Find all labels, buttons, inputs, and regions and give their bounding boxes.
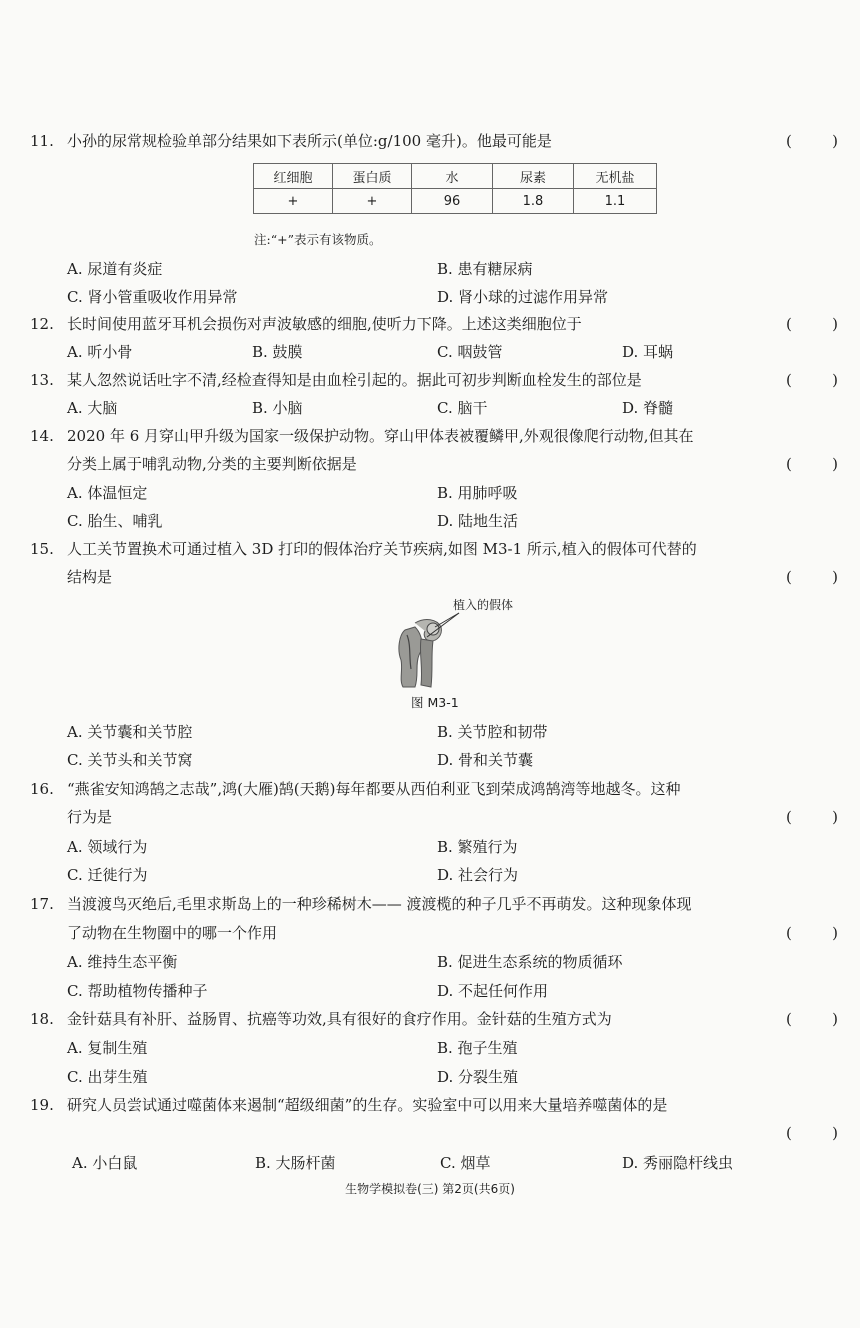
option-a: A. 关节囊和关节腔 [67, 723, 193, 741]
table-header-cell: 水 [412, 164, 493, 189]
question-stem: 小孙的尿常规检验单部分结果如下表所示(单位:g/100 毫升)。他最可能是 [67, 132, 552, 150]
question-stem: “燕雀安知鸿鹄之志哉”,鸿(大雁)鹄(天鹅)每年都要从西伯利亚飞到荣成鸿鹄湾等地越冬。这种 [67, 780, 681, 798]
answer-bracket: ( ) [786, 371, 838, 389]
question-stem: 当渡渡鸟灭绝后,毛里求斯岛上的一种珍稀树木—— 渡渡榄的种子几乎不再萌发。这种现象体现 [67, 895, 692, 913]
question-stem: 2020 年 6 月穿山甲升级为国家一级保护动物。穿山甲体表被覆鳞甲,外观很像爬行动物,但其在 [67, 427, 694, 445]
table-note: 注:“+”表示有该物质。 [254, 232, 382, 247]
option-c: C. 脑干 [437, 399, 488, 417]
answer-bracket: ( ) [786, 808, 838, 826]
table-cell: + [254, 189, 333, 214]
figure-caption: 图 M3-1 [411, 695, 459, 710]
option-d: D. 脊髓 [622, 399, 674, 417]
option-b: B. 繁殖行为 [437, 838, 518, 856]
option-d: D. 社会行为 [437, 866, 519, 884]
question-number: 15. [30, 540, 54, 558]
urine-test-table [253, 163, 657, 214]
option-c: C. 肾小管重吸收作用异常 [67, 288, 238, 306]
table-cell: 1.1 [574, 189, 657, 214]
option-a: A. 复制生殖 [67, 1039, 148, 1057]
joint-prosthesis-figure [385, 595, 545, 695]
option-a: A. 维持生态平衡 [67, 953, 178, 971]
option-d: D. 秀丽隐杆线虫 [622, 1154, 734, 1172]
option-d: D. 耳蜗 [622, 343, 674, 361]
question-stem-continued: 结构是 [67, 568, 113, 586]
option-c: C. 关节头和关节窝 [67, 751, 193, 769]
option-c: C. 烟草 [440, 1154, 491, 1172]
question-number: 12. [30, 315, 54, 333]
question-stem: 长时间使用蓝牙耳机会损伤对声波敏感的细胞,使听力下降。上述这类细胞位于 [67, 315, 582, 333]
question-stem-continued: 分类上属于哺乳动物,分类的主要判断依据是 [67, 455, 357, 473]
option-d: D. 不起任何作用 [437, 982, 549, 1000]
answer-bracket: ( ) [786, 315, 838, 333]
option-b: B. 孢子生殖 [437, 1039, 518, 1057]
table-header-cell: 蛋白质 [333, 164, 412, 189]
option-b: B. 促进生态系统的物质循环 [437, 953, 623, 971]
answer-bracket: ( ) [786, 1124, 838, 1142]
option-b: B. 大肠杆菌 [255, 1154, 336, 1172]
option-d: D. 骨和关节囊 [437, 751, 534, 769]
question-stem: 某人忽然说话吐字不清,经检查得知是由血栓引起的。据此可初步判断血栓发生的部位是 [67, 371, 642, 389]
option-a: A. 尿道有炎症 [67, 260, 163, 278]
option-c: C. 迁徙行为 [67, 866, 148, 884]
figure-label: 植入的假体 [453, 598, 514, 612]
option-b: B. 用肺呼吸 [437, 484, 518, 502]
option-c: C. 胎生、哺乳 [67, 512, 163, 530]
option-c: C. 咽鼓管 [437, 343, 503, 361]
option-c: C. 出芽生殖 [67, 1068, 148, 1086]
answer-bracket: ( ) [786, 924, 838, 942]
option-b: B. 鼓膜 [252, 343, 303, 361]
option-b: B. 小脑 [252, 399, 303, 417]
option-a: A. 大脑 [67, 399, 118, 417]
question-number: 16. [30, 780, 54, 798]
option-a: A. 领域行为 [67, 838, 148, 856]
answer-bracket: ( ) [786, 1010, 838, 1028]
option-b: B. 关节腔和韧带 [437, 723, 548, 741]
option-d: D. 分裂生殖 [437, 1068, 519, 1086]
table-cell: + [333, 189, 412, 214]
table-header-cell: 无机盐 [574, 164, 657, 189]
question-stem-continued: 了动物在生物圈中的哪一个作用 [67, 924, 278, 942]
table-row [254, 189, 657, 214]
table-cell: 96 [412, 189, 493, 214]
question-number: 11. [30, 132, 54, 150]
bone-joint-illustration [385, 595, 545, 695]
question-stem: 人工关节置换术可通过植入 3D 打印的假体治疗关节疾病,如图 M3-1 所示,植入的假体可代替的 [67, 540, 697, 558]
answer-bracket: ( ) [786, 568, 838, 586]
question-number: 19. [30, 1096, 54, 1114]
question-number: 14. [30, 427, 54, 445]
option-d: D. 肾小球的过滤作用异常 [437, 288, 609, 306]
option-c: C. 帮助植物传播种子 [67, 982, 208, 1000]
question-number: 17. [30, 895, 54, 913]
page-footer: 生物学模拟卷(三) 第2页(共6页) [345, 1182, 515, 1196]
question-stem: 金针菇具有补肝、益肠胃、抗癌等功效,具有很好的食疗作用。金针菇的生殖方式为 [67, 1010, 612, 1028]
answer-bracket: ( ) [786, 132, 838, 150]
option-a: A. 小白鼠 [72, 1154, 138, 1172]
table-header-cell: 尿素 [493, 164, 574, 189]
table-header-row [254, 164, 657, 189]
answer-bracket: ( ) [786, 455, 838, 473]
table-cell: 1.8 [493, 189, 574, 214]
question-stem-continued: 行为是 [67, 808, 113, 826]
option-a: A. 听小骨 [67, 343, 133, 361]
option-d: D. 陆地生活 [437, 512, 519, 530]
option-b: B. 患有糖尿病 [437, 260, 533, 278]
option-a: A. 体温恒定 [67, 484, 148, 502]
table-header-cell: 红细胞 [254, 164, 333, 189]
question-number: 13. [30, 371, 54, 389]
question-number: 18. [30, 1010, 54, 1028]
question-stem: 研究人员尝试通过噬菌体来遏制“超级细菌”的生存。实验室中可以用来大量培养噬菌体的是 [67, 1096, 668, 1114]
